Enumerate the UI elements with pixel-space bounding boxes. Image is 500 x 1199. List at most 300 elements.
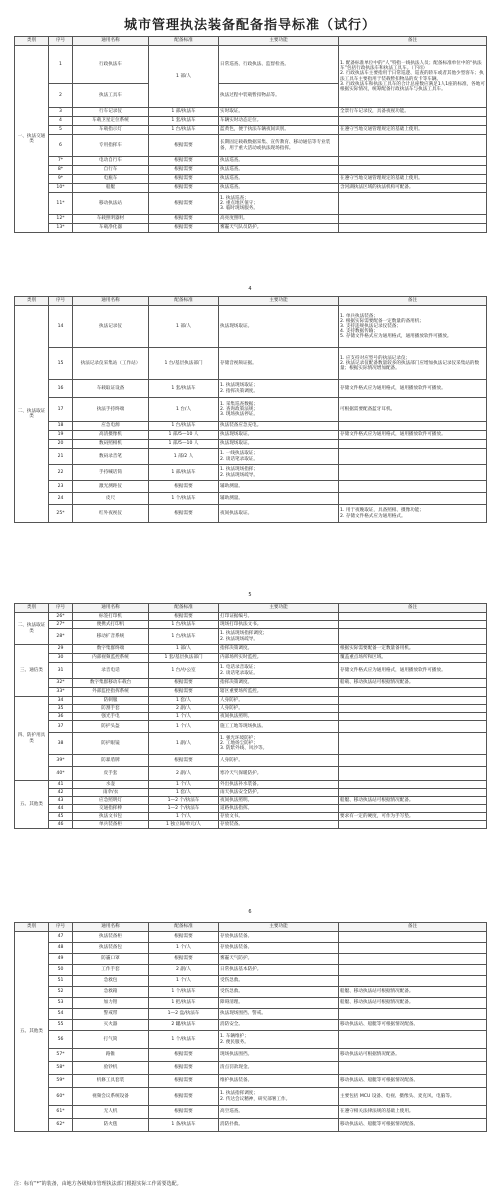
equipment-standard: 1 部/执法车 xyxy=(149,465,219,481)
equipment-name: 路锥 xyxy=(73,1049,149,1062)
remarks xyxy=(339,713,487,721)
column-header: 通用名称 xyxy=(73,37,149,46)
table-row xyxy=(15,998,487,1009)
main-function: 雾霾天气防护。 xyxy=(219,954,339,965)
main-function: 雾霾天气队员防护。 xyxy=(219,224,339,233)
equipment-name: 验钞机 xyxy=(73,1062,149,1075)
main-function: 执法现场取证。 xyxy=(219,431,339,440)
row-number: 29 xyxy=(49,645,73,654)
table-row xyxy=(15,449,487,465)
main-function: 存放装备。 xyxy=(219,821,339,829)
equipment-standard: 1—2 盘/执法车 xyxy=(149,1009,219,1020)
equipment-name: 自行车 xyxy=(73,166,149,175)
table-row xyxy=(15,613,487,621)
column-header: 通用名称 xyxy=(73,923,149,932)
row-number: 24 xyxy=(49,493,73,505)
equipment-standard: 根据需要 xyxy=(149,679,219,688)
table-row xyxy=(15,1009,487,1020)
row-number: 44 xyxy=(49,805,73,813)
row-number: 61* xyxy=(49,1106,73,1119)
table-row xyxy=(15,1049,487,1062)
equipment-standard: 根据需要 xyxy=(149,184,219,193)
table-row xyxy=(15,705,487,713)
equipment-name: 急救包 xyxy=(73,976,149,987)
remarks: 主要包括 MCU 设备、电视、摄像头、麦克风、电脑等。 xyxy=(339,1088,487,1106)
row-number: 45 xyxy=(49,813,73,821)
equipment-standard: 根据需要 xyxy=(149,954,219,965)
equipment-standard: 1 台/办公室 xyxy=(149,663,219,679)
remarks xyxy=(339,157,487,166)
equipment-standard: 1 个/人 xyxy=(149,721,219,733)
row-number: 6 xyxy=(49,135,73,157)
main-function: 1. 执法现场取证； 2. 指挥决策调度。 xyxy=(219,380,339,398)
equipment-name: 灭火器 xyxy=(73,1020,149,1031)
remarks: 在遵守相关法律法规的基础上使用。 xyxy=(339,1106,487,1119)
remarks xyxy=(339,117,487,126)
row-number: 21 xyxy=(49,449,73,465)
row-number: 55 xyxy=(49,1020,73,1031)
equipment-name: 执法装备柜 xyxy=(73,932,149,943)
equipment-standard: 1 台/人 xyxy=(149,398,219,422)
remarks: 全景行车记录仪，具备夜视功能。 xyxy=(339,108,487,117)
main-function: 障碍清理。 xyxy=(219,998,339,1009)
column-header: 序号 xyxy=(49,604,73,613)
table-row xyxy=(15,767,487,781)
table-row xyxy=(15,175,487,184)
equipment-name: 视频会议系统设备 xyxy=(73,1088,149,1106)
equipment-name: 内部视频监控系统 xyxy=(73,654,149,663)
column-header: 类别 xyxy=(15,37,49,46)
remarks xyxy=(339,821,487,829)
category-cell: 五、其他类 xyxy=(15,932,49,1132)
equipment-standard: 1 台/执法车 xyxy=(149,629,219,645)
equipment-name: 水壶 xyxy=(73,781,149,789)
table-row xyxy=(15,348,487,380)
equipment-standard: 1 个/人 xyxy=(149,943,219,954)
equipment-standard: 1 条/执法车 xyxy=(149,1119,219,1132)
table-row xyxy=(15,117,487,126)
equipment-name: 防霾口罩 xyxy=(73,954,149,965)
equipment-standard: 1 部/人 xyxy=(149,46,219,108)
equipment-standard: 1 个/人 xyxy=(149,781,219,789)
remarks xyxy=(339,166,487,175)
row-number: 14 xyxy=(49,306,73,348)
remarks: 存储文件格式应为通用格式，通用播放软件可播放。 xyxy=(339,663,487,679)
table-row xyxy=(15,805,487,813)
remarks xyxy=(339,705,487,713)
equipment-standard: 根据需要 xyxy=(149,505,219,523)
remarks: 移动执法站可根据情况配备。 xyxy=(339,1049,487,1062)
remarks xyxy=(339,1009,487,1020)
category-cell: 三、通信类 xyxy=(15,645,49,697)
row-number: 32* xyxy=(49,679,73,688)
table-row xyxy=(15,697,487,705)
equipment-name: 高清摄像机 xyxy=(73,431,149,440)
main-function: 1. 采集巡查数据； 2. 查询政策法规； 3. 现场执法停证。 xyxy=(219,398,339,422)
equipment-standard: 根据需要 xyxy=(149,755,219,767)
equipment-name: 车载照明器材 xyxy=(73,215,149,224)
main-function: 执法过程中装载暂扣物品等。 xyxy=(219,84,339,108)
main-function: 1. 强光环境防护； 2. 工地扬尘防护； 3. 防紫外线、风沙等。 xyxy=(219,733,339,755)
main-function: 消防安全。 xyxy=(219,1020,339,1031)
equipment-name: 交通指挥棒 xyxy=(73,805,149,813)
table-row xyxy=(15,422,487,431)
equipment-name: 机修工具套装 xyxy=(73,1075,149,1088)
equipment-standard: 1 套/执法车 xyxy=(149,380,219,398)
page-number: 6 xyxy=(248,909,252,915)
table-row xyxy=(15,965,487,976)
equipment-name: 皮尺 xyxy=(73,493,149,505)
remarks: 根据实际需要配备一定数量备用机。 xyxy=(339,645,487,654)
main-function: 施工工地等现场执法。 xyxy=(219,721,339,733)
equipment-name: 执法工具车 xyxy=(73,84,149,108)
table-row xyxy=(15,755,487,767)
main-function: 清点罚款现金。 xyxy=(219,1062,339,1075)
equipment-standard: 1 个/执法车 xyxy=(149,1031,219,1049)
column-header: 配备标准 xyxy=(149,37,219,46)
table-row xyxy=(15,1020,487,1031)
row-number: 62* xyxy=(49,1119,73,1132)
main-function: 日常巡查、行政执法、监督检查。 xyxy=(219,46,339,84)
remarks: 船艇、移动执法站可根据情况配备。 xyxy=(339,998,487,1009)
row-number: 47 xyxy=(49,932,73,943)
table-row xyxy=(15,380,487,398)
table-row xyxy=(15,663,487,679)
main-function: 指挥决策调度。 xyxy=(219,679,339,688)
main-function: 1. 车辆维护； 2. 便民服务。 xyxy=(219,1031,339,1049)
main-function: 车辆实时动态定位。 xyxy=(219,117,339,126)
equipment-name: 外部监控指挥系统 xyxy=(73,688,149,697)
column-header: 类别 xyxy=(15,923,49,932)
equipment-name: 打气筒 xyxy=(73,1031,149,1049)
row-number: 1 xyxy=(49,46,73,84)
equipment-name: 船艇 xyxy=(73,184,149,193)
table-row xyxy=(15,193,487,215)
remarks xyxy=(339,465,487,481)
equipment-name: 数码照相机 xyxy=(73,440,149,449)
table-row xyxy=(15,505,487,523)
row-number: 40* xyxy=(49,767,73,781)
table-row xyxy=(15,654,487,663)
equipment-standard: 根据需要 xyxy=(149,166,219,175)
equipment-name: 电动自行车 xyxy=(73,157,149,166)
equipment-standard: 1 个/执法车 xyxy=(149,987,219,998)
equipment-name: 车载卫星定位系统 xyxy=(73,117,149,126)
row-number: 58* xyxy=(49,1062,73,1075)
equipment-name: 执法记录仪采集站（工作站） xyxy=(73,348,149,380)
equipment-name: 数字集群终端 xyxy=(73,645,149,654)
equipment-standard: 根据需要 xyxy=(149,224,219,233)
equipment-name: 执法手持终端 xyxy=(73,398,149,422)
table-part-3 xyxy=(14,603,486,829)
table-header-row xyxy=(15,923,487,932)
equipment-standard: 1 部/人 xyxy=(149,306,219,348)
document-title: 城市管理执法装备配备指导标准（试行） xyxy=(123,18,376,33)
column-header: 序号 xyxy=(49,923,73,932)
main-function: 执法巡查。 xyxy=(219,175,339,184)
main-function: 维护执法装备。 xyxy=(219,1075,339,1088)
row-number: 27* xyxy=(49,621,73,629)
main-function: 执法装备应急充电。 xyxy=(219,422,339,431)
page-number: 5 xyxy=(248,592,252,598)
main-function: 长期固定载载数据采集、宣传教育、移动通信等专业装备，用于重大活动或执法现场指挥。 xyxy=(219,135,339,157)
column-header: 配备标准 xyxy=(149,604,219,613)
column-header: 备注 xyxy=(339,923,487,932)
table-row xyxy=(15,932,487,943)
remarks xyxy=(339,733,487,755)
remarks: 移动执法站、船艇等可根据情况配备。 xyxy=(339,1075,487,1088)
main-function: 执法现场取证。 xyxy=(219,440,339,449)
row-number: 7* xyxy=(49,157,73,166)
equipment-name: 应急电源 xyxy=(73,422,149,431)
equipment-standard: 2 副/人 xyxy=(149,705,219,713)
column-header: 类别 xyxy=(15,604,49,613)
remarks xyxy=(339,755,487,767)
row-number: 5 xyxy=(49,126,73,135)
remarks xyxy=(339,767,487,781)
equipment-name: 车载取证设备 xyxy=(73,380,149,398)
equipment-standard: 1 个/人 xyxy=(149,976,219,987)
main-function: 道路执法指挥。 xyxy=(219,805,339,813)
main-function: 存放执法装备。 xyxy=(219,943,339,954)
main-function: 夜间执法取证。 xyxy=(219,505,339,523)
equipment-name: 强光手电 xyxy=(73,713,149,721)
equipment-name: 数码录音笔 xyxy=(73,449,149,465)
remarks: 1. 用于夜晚取证，具备照相、摄像功能； 2. 存储文件格式应为通用格式。 xyxy=(339,505,487,523)
remarks xyxy=(339,1062,487,1075)
equipment-standard: 2 副/人 xyxy=(149,965,219,976)
main-function: 人身防护。 xyxy=(219,755,339,767)
equipment-name: 移动扩音系统 xyxy=(73,629,149,645)
equipment-name: 急救箱 xyxy=(73,987,149,998)
table-row xyxy=(15,1031,487,1049)
equipment-standard: 根据需要 xyxy=(149,193,219,215)
row-number: 43 xyxy=(49,797,73,805)
main-function: 存放文书。 xyxy=(219,813,339,821)
remarks xyxy=(339,789,487,797)
main-function: 1. 执法巡查； 2. 重点地区值守； 3. 临时现场服务。 xyxy=(219,193,339,215)
table-row xyxy=(15,781,487,789)
equipment-name: 应急照明灯 xyxy=(73,797,149,805)
column-header: 主要功能 xyxy=(219,604,339,613)
table-row xyxy=(15,1106,487,1119)
remarks: 可根据需要配备蓝牙耳机。 xyxy=(339,398,487,422)
main-function: 1. 执法现场指挥调度； 2. 执法现场疏导。 xyxy=(219,629,339,645)
remarks xyxy=(339,135,487,157)
table-row xyxy=(15,493,487,505)
column-header: 备注 xyxy=(339,37,487,46)
main-function: 辅助测量。 xyxy=(219,481,339,493)
row-number: 20 xyxy=(49,440,73,449)
equipment-standard: 根据需要 xyxy=(149,175,219,184)
table-row xyxy=(15,398,487,422)
category-cell: 二、执法取证类 xyxy=(15,306,49,523)
equipment-standard: 根据需要 xyxy=(149,135,219,157)
row-number: 57* xyxy=(49,1049,73,1062)
row-number: 19 xyxy=(49,431,73,440)
remarks: 1. 应支持对应型号的执法记录仪； 2. 执法记录仪配备数量较多的执法部门应增加执法记录仪采集站的数量；根据实际情况增加配备。 xyxy=(339,348,487,380)
table-row xyxy=(15,126,487,135)
main-function: 辅助测量。 xyxy=(219,493,339,505)
equipment-standard: 根据需要 xyxy=(149,932,219,943)
column-header: 序号 xyxy=(49,297,73,306)
row-number: 26* xyxy=(49,613,73,621)
main-function: 存储音视频证据。 xyxy=(219,348,339,380)
table-row xyxy=(15,306,487,348)
remarks: 1. 单兵执法装备； 2. 根据实际需要配备一定数量的备用机； 3. 支持违规执法记录仪装备； 4. 支持数据传输； 5. 存储文件格式应为通用格式，通用播放软件可播放。 xyxy=(339,306,487,348)
footnote: 注：标有“*”的装备，由地方各级城市管理执法部门根据实际工作需要选配。 xyxy=(14,1181,182,1187)
remarks: 存储文件格式应为通用格式，通用播放软件可播放。 xyxy=(339,380,487,398)
main-function: 外出执法补水装备。 xyxy=(219,781,339,789)
main-function: 现场执法围挡。 xyxy=(219,1049,339,1062)
equipment-name: 执法装备包 xyxy=(73,943,149,954)
row-number: 35 xyxy=(49,705,73,713)
remarks xyxy=(339,1031,487,1049)
equipment-name: 便携式打印机 xyxy=(73,621,149,629)
row-number: 31 xyxy=(49,663,73,679)
table-row xyxy=(15,46,487,84)
equipment-name: 防割手套 xyxy=(73,705,149,713)
main-function: 蓝黄色，便于执法车辆夜间识别。 xyxy=(219,126,339,135)
table-row xyxy=(15,224,487,233)
remarks xyxy=(339,965,487,976)
table-row xyxy=(15,976,487,987)
remarks xyxy=(339,781,487,789)
main-function: 高亮度照明。 xyxy=(219,215,339,224)
equipment-name: 专用指挥车 xyxy=(73,135,149,157)
main-function: 现场打印执法文书。 xyxy=(219,621,339,629)
table-part-1 xyxy=(14,36,486,233)
table-row xyxy=(15,215,487,224)
table-row xyxy=(15,789,487,797)
equipment-name: 皮手套 xyxy=(73,767,149,781)
category-cell: 一、执法交通类 xyxy=(15,46,49,233)
main-function: 1. 一线执法取证； 2. 谈话笔录取证。 xyxy=(219,449,339,465)
remarks xyxy=(339,932,487,943)
row-number: 12* xyxy=(49,215,73,224)
table-row xyxy=(15,821,487,829)
row-number: 33* xyxy=(49,688,73,697)
table-row xyxy=(15,954,487,965)
remarks xyxy=(339,481,487,493)
row-number: 2 xyxy=(49,84,73,108)
remarks xyxy=(339,721,487,733)
equipment-name: 激光测距仪 xyxy=(73,481,149,493)
row-number: 34 xyxy=(49,697,73,705)
equipment-name: 录音电话 xyxy=(73,663,149,679)
table-row xyxy=(15,629,487,645)
row-number: 37 xyxy=(49,721,73,733)
table-row xyxy=(15,1119,487,1132)
table-part-4 xyxy=(14,922,486,1132)
equipment-standard: 1 独立间/单元/人 xyxy=(149,821,219,829)
equipment-standard: 1 部/2 人 xyxy=(149,449,219,465)
table-row xyxy=(15,679,487,688)
remarks: 覆盖重点场所和区域。 xyxy=(339,654,487,663)
main-function: 实时取证。 xyxy=(219,108,339,117)
main-function: 受伤急救。 xyxy=(219,987,339,998)
remarks: 存储文件格式应为通用格式，通用播放软件可播放。 xyxy=(339,431,487,440)
equipment-standard: 根据需要 xyxy=(149,1088,219,1106)
equipment-standard: 1 套/人 xyxy=(149,697,219,705)
equipment-name: 防暴盾牌 xyxy=(73,755,149,767)
equipment-standard: 1 个/人 xyxy=(149,713,219,721)
table-row xyxy=(15,797,487,805)
equipment-standard: 根据需要 xyxy=(149,1075,219,1088)
equipment-name: 行政执法车 xyxy=(73,46,149,84)
equipment-standard: 1 台/执法车 xyxy=(149,126,219,135)
table-row xyxy=(15,713,487,721)
equipment-standard: 1 套/基层执法部门 xyxy=(149,654,219,663)
main-function: 夜间执法照明。 xyxy=(219,797,339,805)
equipment-standard: 根据需要 xyxy=(149,481,219,493)
table-row xyxy=(15,1062,487,1075)
table-row xyxy=(15,688,487,697)
table-row xyxy=(15,1075,487,1088)
remarks xyxy=(339,954,487,965)
remarks: 船艇、移动执法站可根据情况配备。 xyxy=(339,987,487,998)
equipment-standard: 1—2 个/执法车 xyxy=(149,797,219,805)
row-number: 9* xyxy=(49,175,73,184)
main-function: 受伤急救。 xyxy=(219,976,339,987)
main-function: 存放执法装备。 xyxy=(219,932,339,943)
remarks xyxy=(339,805,487,813)
main-function: 人身防护。 xyxy=(219,705,339,713)
row-number: 42 xyxy=(49,789,73,797)
equipment-name: 标签打印机 xyxy=(73,613,149,621)
remarks xyxy=(339,621,487,629)
category-cell: 四、防护用具类 xyxy=(15,697,49,781)
equipment-name: 执法文书包 xyxy=(73,813,149,821)
row-number: 10* xyxy=(49,184,73,193)
row-number: 60* xyxy=(49,1088,73,1106)
table-row xyxy=(15,481,487,493)
equipment-name: 车载指示灯 xyxy=(73,126,149,135)
column-header: 备注 xyxy=(339,604,487,613)
main-function: 1. 执法指挥调度； 2. 传达会议精神，研究部署工作。 xyxy=(219,1088,339,1106)
remarks: 移动执法站、船艇等可根据情况配备。 xyxy=(339,1020,487,1031)
table-row xyxy=(15,943,487,954)
main-function: 1. 执法现场指挥； 2. 执法现场疏导。 xyxy=(219,465,339,481)
remarks xyxy=(339,976,487,987)
row-number: 51 xyxy=(49,976,73,987)
row-number: 11* xyxy=(49,193,73,215)
equipment-standard: 1 部/5—10 人 xyxy=(149,431,219,440)
row-number: 28* xyxy=(49,629,73,645)
remarks: 1. 配备标准单位中的“人”特指一线执法人员；配备标准单位中的“执法车”包括行政执法车和执法工具车。（下同） 2. 行政执法车主要指用于日常巡逻、巡查的轿车或者其他少型客车；执法工具车主要指用于装载暂扣物品的皮卡等车辆。 3. 行政执法车和执法工具车的合计总座数应满足1人1座的标准，各地可根据实际情况，统筹配备行政执法车与执法工具车。 xyxy=(339,46,487,108)
equipment-name: 单兵装备柜 xyxy=(73,821,149,829)
row-number: 25* xyxy=(49,505,73,523)
main-function: 人身防护。 xyxy=(219,697,339,705)
equipment-standard: 2 罐/执法车 xyxy=(149,1020,219,1031)
table-row xyxy=(15,733,487,755)
equipment-standard: 1 个/人 xyxy=(149,813,219,821)
table-row xyxy=(15,135,487,157)
column-header: 序号 xyxy=(49,37,73,46)
row-number: 3 xyxy=(49,108,73,117)
equipment-name: 行车记录仪 xyxy=(73,108,149,117)
main-function: 指挥决策调度。 xyxy=(219,645,339,654)
remarks xyxy=(339,422,487,431)
remarks xyxy=(339,440,487,449)
equipment-name: 雨伞/衣 xyxy=(73,789,149,797)
equipment-name: 工作手套 xyxy=(73,965,149,976)
main-function: 执法巡查。 xyxy=(219,184,339,193)
equipment-standard: 1 套/执法车 xyxy=(149,117,219,126)
remarks xyxy=(339,613,487,621)
column-header: 主要功能 xyxy=(219,297,339,306)
equipment-name: 防火毯 xyxy=(73,1119,149,1132)
